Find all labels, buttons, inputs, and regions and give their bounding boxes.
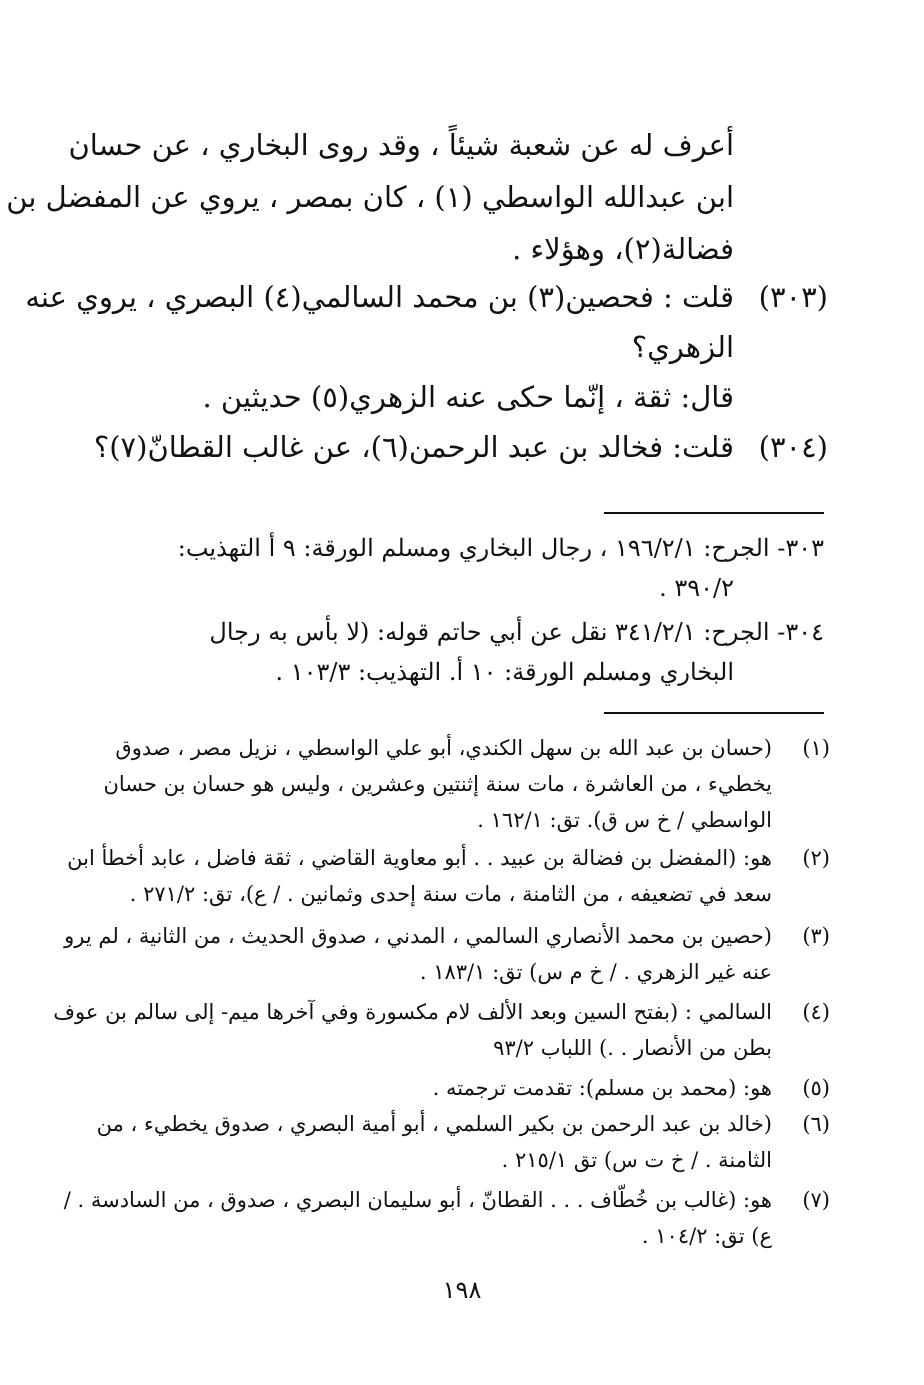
footnote-number-5: (٥) [802, 1076, 830, 1100]
entry-number-303: (٣٠٣) [758, 280, 828, 314]
footnote-number-4: (٤) [802, 1000, 830, 1024]
footnote-7-line-2: ع) تق: ١٠٤/٢ . [641, 1224, 772, 1248]
footnote-1-line-1: (حسان بن عبد الله بن سهل الكندي، أبو علي الواسطي ، نزيل مصر ، صدوق [115, 736, 772, 760]
footnote-1-line-3: الواسطي / خ س ق). تق: ١٦٢/١ . [477, 808, 772, 832]
footnote-2-line-2: سعد في تضعيفه ، من الثامنة ، مات سنة إحدى وثمانين . / ع)، تق: ٢٧١/٢ . [129, 882, 772, 906]
footnote-number-2: (٢) [802, 846, 830, 870]
main-line-1: أعرف له عن شعبة شيئاً ، وقد روى البخاري ، عن حسان [68, 128, 734, 162]
main-line-5: الزهري؟ [631, 330, 734, 364]
footnote-number-1: (١) [802, 736, 830, 760]
footnote-5-line-1: هو: (محمد بن مسلم): تقدمت ترجمته . [432, 1076, 772, 1100]
main-line-4: قلت : فحصين(٣) بن محمد السالمي(٤) البصري ، يروي عنه [25, 280, 734, 314]
footnote-2-line-1: هو: (المفضل بن فضالة بن عبيد . . أبو معاوية القاضي ، ثقة فاضل ، عابد أخطأ ابن [67, 846, 772, 870]
footnote-4-line-2: بطن من الأنصار . .) اللباب ٩٣/٢ [493, 1036, 772, 1060]
footnote-3-line-1: (حصين بن محمد الأنصاري السالمي ، المدني ، صدوق الحديث ، من الثانية ، لم يرو [64, 924, 772, 948]
footnote-6-line-2: الثامنة . / خ ت س) تق ٢١٥/١ . [501, 1148, 772, 1172]
footnotes-divider [604, 712, 824, 714]
footnote-number-7: (٧) [802, 1188, 830, 1212]
main-line-3: فضالة(٢)، وهؤلاء . [512, 232, 734, 266]
page-number: ١٩٨ [442, 1276, 482, 1304]
reference-303-line-2: ٣٩٠/٢ . [659, 574, 734, 602]
entry-number-304: (٣٠٤) [758, 430, 828, 464]
footnote-4-line-1: السالمي : (بفتح السين وبعد الألف لام مكسورة وفي آخرها ميم- إلى سالم بن عوف [53, 1000, 772, 1024]
footnote-3-line-2: عنه غير الزهري . / خ م س) تق: ١٨٣/١ . [419, 960, 772, 984]
footnote-6-line-1: (خالد بن عبد الرحمن بن بكير السلمي ، أبو أمية البصري ، صدوق يخطيء ، من [96, 1112, 772, 1136]
reference-303-line-1: ٣٠٣- الجرح: ١٩٦/٢/١ ، رجال البخاري ومسلم الورقة: ٩ أ التهذيب: [177, 534, 824, 562]
main-line-7: قلت: فخالد بن عبد الرحمن(٦)، عن غالب القطانّ(٧)؟ [93, 430, 734, 464]
footnote-1-line-2: يخطيء ، من العاشرة ، مات سنة إثنتين وعشرين ، وليس هو حسان بن حسان [103, 772, 772, 796]
reference-304-line-1: ٣٠٤- الجرح: ٣٤١/٢/١ نقل عن أبي حاتم قوله: (لا بأس به رجال [209, 618, 824, 646]
reference-304-line-2: البخاري ومسلم الورقة: ١٠ أ. التهذيب: ١٠٣/٣ . [275, 658, 734, 686]
main-line-6: قال: ثقة ، إنّما حكى عنه الزهري(٥) حديثين . [202, 380, 734, 414]
footnote-number-3: (٣) [802, 924, 830, 948]
footnote-number-6: (٦) [802, 1112, 830, 1136]
footnote-7-line-1: هو: (غالب بن خُطّاف . . . القطانّ ، أبو سليمان البصري ، صدوق ، من السادسة . / [63, 1188, 772, 1212]
main-line-2: ابن عبدالله الواسطي (١) ، كان بمصر ، يروي عن المفضل بن [6, 180, 734, 214]
references-divider [604, 512, 824, 514]
